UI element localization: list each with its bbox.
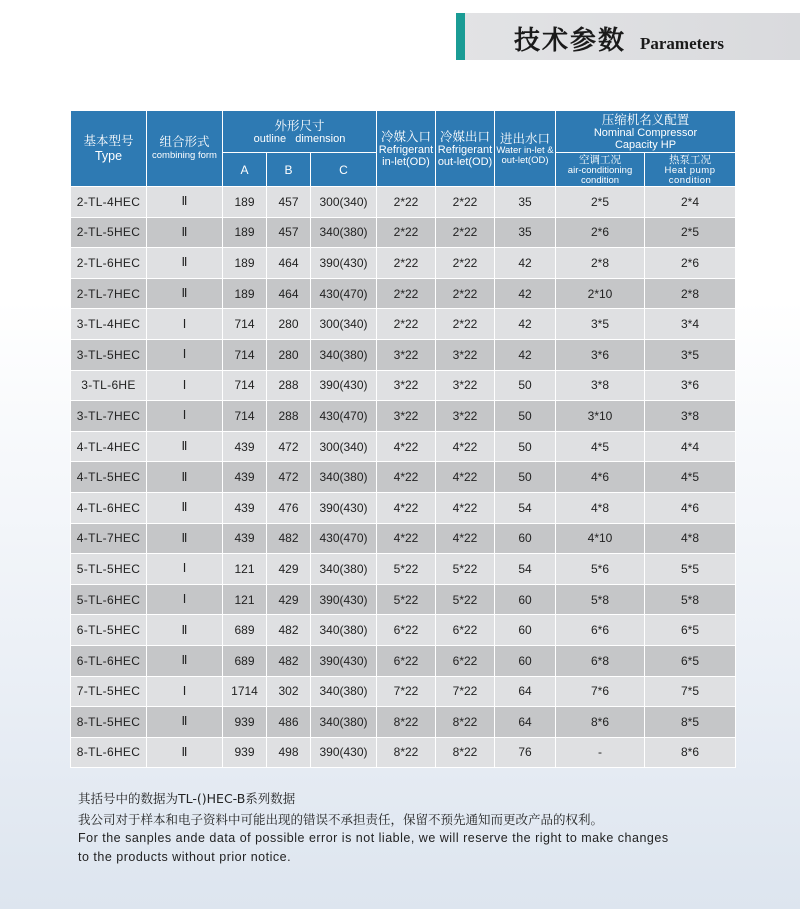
cell-a: 714 bbox=[223, 401, 267, 432]
table-row bbox=[71, 615, 736, 646]
table-row bbox=[71, 431, 736, 462]
cell-a: 939 bbox=[223, 707, 267, 738]
note-disclaimer-en-2: to the products without prior notice. bbox=[78, 850, 292, 864]
combo: Ⅱ bbox=[147, 217, 223, 248]
cell-b: 482 bbox=[267, 645, 311, 676]
cell-a: 439 bbox=[223, 462, 267, 493]
table-row bbox=[71, 492, 736, 523]
cell-inlet: 2*22 bbox=[377, 309, 436, 340]
cell-inlet: 2*22 bbox=[377, 187, 436, 218]
combo: Ⅰ bbox=[147, 554, 223, 585]
cell-hp: 3*6 bbox=[645, 370, 736, 401]
cell-outlet: 5*22 bbox=[436, 584, 495, 615]
cell-ac: 3*6 bbox=[556, 339, 645, 370]
cell-inlet: 5*22 bbox=[377, 584, 436, 615]
cell-c: 390(430) bbox=[311, 492, 377, 523]
cell-c: 340(380) bbox=[311, 707, 377, 738]
cell-water: 60 bbox=[495, 615, 556, 646]
model: 4-TL-5HEC bbox=[71, 462, 147, 493]
header-model: 基本型号 Type bbox=[71, 111, 147, 187]
cell-hp: 7*5 bbox=[645, 676, 736, 707]
cell-inlet: 3*22 bbox=[377, 370, 436, 401]
combo: Ⅰ bbox=[147, 339, 223, 370]
cell-b: 280 bbox=[267, 309, 311, 340]
header-outline-dimension: 外形尺寸 outline dimension bbox=[223, 111, 377, 153]
cell-water: 50 bbox=[495, 370, 556, 401]
cell-c: 390(430) bbox=[311, 737, 377, 768]
cell-a: 714 bbox=[223, 370, 267, 401]
cell-hp: 5*5 bbox=[645, 554, 736, 585]
table-row bbox=[71, 309, 736, 340]
cell-hp: 4*5 bbox=[645, 462, 736, 493]
cell-water: 42 bbox=[495, 309, 556, 340]
cell-ac: - bbox=[556, 737, 645, 768]
table-row bbox=[71, 707, 736, 738]
combo: Ⅱ bbox=[147, 645, 223, 676]
cell-ac: 3*10 bbox=[556, 401, 645, 432]
cell-outlet: 4*22 bbox=[436, 523, 495, 554]
cell-inlet: 7*22 bbox=[377, 676, 436, 707]
cell-outlet: 2*22 bbox=[436, 278, 495, 309]
page-title-cn: 技术参数 bbox=[514, 26, 627, 56]
cell-inlet: 4*22 bbox=[377, 462, 436, 493]
cell-water: 42 bbox=[495, 248, 556, 279]
cell-c: 340(380) bbox=[311, 217, 377, 248]
header-col-c: C bbox=[311, 153, 377, 187]
cell-outlet: 8*22 bbox=[436, 737, 495, 768]
combo: Ⅱ bbox=[147, 492, 223, 523]
cell-water: 50 bbox=[495, 462, 556, 493]
cell-inlet: 3*22 bbox=[377, 339, 436, 370]
cell-hp: 2*8 bbox=[645, 278, 736, 309]
model: 5-TL-5HEC bbox=[71, 554, 147, 585]
cell-b: 280 bbox=[267, 339, 311, 370]
note-bracket-data: 其括号中的数据为TL-()HEC-B系列数据 bbox=[78, 791, 296, 806]
cell-a: 1714 bbox=[223, 676, 267, 707]
cell-a: 714 bbox=[223, 339, 267, 370]
cell-c: 300(340) bbox=[311, 187, 377, 218]
cell-c: 340(380) bbox=[311, 615, 377, 646]
table-row bbox=[71, 370, 736, 401]
cell-c: 340(380) bbox=[311, 676, 377, 707]
cell-c: 300(340) bbox=[311, 309, 377, 340]
combo: Ⅱ bbox=[147, 737, 223, 768]
cell-hp: 8*5 bbox=[645, 707, 736, 738]
cell-outlet: 4*22 bbox=[436, 431, 495, 462]
cell-ac: 6*8 bbox=[556, 645, 645, 676]
cell-b: 464 bbox=[267, 278, 311, 309]
cell-a: 939 bbox=[223, 737, 267, 768]
cell-inlet: 2*22 bbox=[377, 217, 436, 248]
cell-water: 60 bbox=[495, 645, 556, 676]
cell-hp: 3*8 bbox=[645, 401, 736, 432]
table-row bbox=[71, 645, 736, 676]
cell-b: 457 bbox=[267, 187, 311, 218]
cell-inlet: 4*22 bbox=[377, 523, 436, 554]
combo: Ⅱ bbox=[147, 431, 223, 462]
cell-inlet: 2*22 bbox=[377, 278, 436, 309]
cell-c: 430(470) bbox=[311, 523, 377, 554]
combo: Ⅰ bbox=[147, 676, 223, 707]
cell-outlet: 4*22 bbox=[436, 462, 495, 493]
cell-outlet: 3*22 bbox=[436, 370, 495, 401]
cell-b: 302 bbox=[267, 676, 311, 707]
cell-ac: 6*6 bbox=[556, 615, 645, 646]
cell-outlet: 3*22 bbox=[436, 401, 495, 432]
cell-outlet: 6*22 bbox=[436, 645, 495, 676]
cell-a: 189 bbox=[223, 248, 267, 279]
cell-ac: 3*8 bbox=[556, 370, 645, 401]
model: 3-TL-6HE bbox=[71, 370, 147, 401]
cell-ac: 2*5 bbox=[556, 187, 645, 218]
combo: Ⅱ bbox=[147, 707, 223, 738]
cell-inlet: 6*22 bbox=[377, 645, 436, 676]
cell-b: 498 bbox=[267, 737, 311, 768]
cell-c: 340(380) bbox=[311, 462, 377, 493]
header-refrigerant-inlet: 冷媒入口 Refrigerant in-let(OD) bbox=[377, 111, 436, 187]
table-row bbox=[71, 187, 736, 218]
cell-ac: 2*10 bbox=[556, 278, 645, 309]
cell-b: 472 bbox=[267, 431, 311, 462]
cell-water: 42 bbox=[495, 339, 556, 370]
combo: Ⅰ bbox=[147, 370, 223, 401]
cell-water: 64 bbox=[495, 707, 556, 738]
model: 3-TL-5HEC bbox=[71, 339, 147, 370]
cell-hp: 6*5 bbox=[645, 615, 736, 646]
cell-outlet: 5*22 bbox=[436, 554, 495, 585]
model: 2-TL-5HEC bbox=[71, 217, 147, 248]
header-heat-pump-condition: 热泵工况 Heat pump condition bbox=[645, 153, 736, 187]
table-row bbox=[71, 248, 736, 279]
cell-ac: 4*5 bbox=[556, 431, 645, 462]
table-body bbox=[71, 187, 736, 768]
table-row bbox=[71, 278, 736, 309]
cell-water: 60 bbox=[495, 584, 556, 615]
cell-inlet: 8*22 bbox=[377, 737, 436, 768]
cell-water: 54 bbox=[495, 492, 556, 523]
cell-outlet: 7*22 bbox=[436, 676, 495, 707]
header-refrigerant-outlet: 冷媒出口 Refrigerant out-let(OD) bbox=[436, 111, 495, 187]
model: 6-TL-6HEC bbox=[71, 645, 147, 676]
cell-b: 482 bbox=[267, 615, 311, 646]
cell-c: 390(430) bbox=[311, 248, 377, 279]
combo: Ⅱ bbox=[147, 462, 223, 493]
cell-inlet: 8*22 bbox=[377, 707, 436, 738]
table-row bbox=[71, 676, 736, 707]
table-row bbox=[71, 217, 736, 248]
cell-hp: 4*8 bbox=[645, 523, 736, 554]
title-accent-bar bbox=[456, 13, 465, 60]
cell-hp: 6*5 bbox=[645, 645, 736, 676]
cell-b: 429 bbox=[267, 554, 311, 585]
cell-c: 390(430) bbox=[311, 370, 377, 401]
cell-hp: 4*6 bbox=[645, 492, 736, 523]
cell-a: 714 bbox=[223, 309, 267, 340]
model: 3-TL-4HEC bbox=[71, 309, 147, 340]
note-disclaimer-en-1: For the sanples ande data of possible error is not liable, we will reserve the right to make changes bbox=[78, 831, 669, 845]
cell-outlet: 3*22 bbox=[436, 339, 495, 370]
header-combining-form: 组合形式 combining form bbox=[147, 111, 223, 187]
header-water-inlet-outlet: 进出水口 Water in-let & out-let(OD) bbox=[495, 111, 556, 187]
cell-ac: 2*8 bbox=[556, 248, 645, 279]
combo: Ⅰ bbox=[147, 309, 223, 340]
cell-a: 121 bbox=[223, 584, 267, 615]
cell-inlet: 4*22 bbox=[377, 492, 436, 523]
cell-water: 60 bbox=[495, 523, 556, 554]
cell-hp: 2*5 bbox=[645, 217, 736, 248]
cell-water: 76 bbox=[495, 737, 556, 768]
note-disclaimer-cn: 我公司对于样本和电子资料中可能出现的错误不承担责任，保留不预先通知而更改产品的权利。 bbox=[78, 812, 604, 827]
cell-a: 689 bbox=[223, 645, 267, 676]
cell-c: 390(430) bbox=[311, 645, 377, 676]
cell-water: 54 bbox=[495, 554, 556, 585]
title-bar bbox=[456, 13, 800, 60]
cell-b: 457 bbox=[267, 217, 311, 248]
combo: Ⅱ bbox=[147, 278, 223, 309]
table-row bbox=[71, 523, 736, 554]
cell-a: 189 bbox=[223, 278, 267, 309]
header-compressor-capacity: 压缩机名义配置 Nominal Compressor Capacity HP bbox=[556, 111, 736, 153]
combo: Ⅱ bbox=[147, 523, 223, 554]
cell-outlet: 4*22 bbox=[436, 492, 495, 523]
cell-a: 689 bbox=[223, 615, 267, 646]
cell-a: 121 bbox=[223, 554, 267, 585]
cell-outlet: 6*22 bbox=[436, 615, 495, 646]
cell-inlet: 6*22 bbox=[377, 615, 436, 646]
table-row bbox=[71, 339, 736, 370]
cell-ac: 4*8 bbox=[556, 492, 645, 523]
table-row bbox=[71, 584, 736, 615]
table-row bbox=[71, 737, 736, 768]
combo: Ⅰ bbox=[147, 401, 223, 432]
cell-ac: 5*6 bbox=[556, 554, 645, 585]
cell-water: 50 bbox=[495, 431, 556, 462]
model: 8-TL-6HEC bbox=[71, 737, 147, 768]
cell-outlet: 2*22 bbox=[436, 187, 495, 218]
cell-inlet: 5*22 bbox=[377, 554, 436, 585]
cell-a: 439 bbox=[223, 523, 267, 554]
cell-water: 35 bbox=[495, 187, 556, 218]
cell-ac: 4*10 bbox=[556, 523, 645, 554]
combo: Ⅱ bbox=[147, 248, 223, 279]
cell-outlet: 2*22 bbox=[436, 248, 495, 279]
cell-hp: 3*4 bbox=[645, 309, 736, 340]
cell-b: 486 bbox=[267, 707, 311, 738]
cell-a: 189 bbox=[223, 187, 267, 218]
cell-c: 340(380) bbox=[311, 554, 377, 585]
model: 4-TL-7HEC bbox=[71, 523, 147, 554]
model: 4-TL-6HEC bbox=[71, 492, 147, 523]
model: 7-TL-5HEC bbox=[71, 676, 147, 707]
cell-water: 35 bbox=[495, 217, 556, 248]
header-ac-condition: 空调工况 air-conditioning condition bbox=[556, 153, 645, 187]
cell-b: 476 bbox=[267, 492, 311, 523]
combo: Ⅰ bbox=[147, 584, 223, 615]
cell-water: 50 bbox=[495, 401, 556, 432]
header-col-a: A bbox=[223, 153, 267, 187]
cell-b: 288 bbox=[267, 370, 311, 401]
combo: Ⅱ bbox=[147, 187, 223, 218]
cell-water: 42 bbox=[495, 278, 556, 309]
cell-ac: 4*6 bbox=[556, 462, 645, 493]
cell-b: 288 bbox=[267, 401, 311, 432]
model: 2-TL-4HEC bbox=[71, 187, 147, 218]
cell-b: 464 bbox=[267, 248, 311, 279]
cell-c: 340(380) bbox=[311, 339, 377, 370]
header-col-b: B bbox=[267, 153, 311, 187]
combo: Ⅱ bbox=[147, 615, 223, 646]
cell-b: 429 bbox=[267, 584, 311, 615]
parameters-table bbox=[70, 110, 736, 768]
model: 3-TL-7HEC bbox=[71, 401, 147, 432]
cell-water: 64 bbox=[495, 676, 556, 707]
cell-hp: 8*6 bbox=[645, 737, 736, 768]
cell-c: 430(470) bbox=[311, 401, 377, 432]
cell-hp: 5*8 bbox=[645, 584, 736, 615]
cell-hp: 4*4 bbox=[645, 431, 736, 462]
cell-outlet: 2*22 bbox=[436, 217, 495, 248]
model: 2-TL-6HEC bbox=[71, 248, 147, 279]
cell-a: 439 bbox=[223, 431, 267, 462]
cell-hp: 2*4 bbox=[645, 187, 736, 218]
cell-inlet: 3*22 bbox=[377, 401, 436, 432]
cell-c: 390(430) bbox=[311, 584, 377, 615]
table-row bbox=[71, 554, 736, 585]
model: 5-TL-6HEC bbox=[71, 584, 147, 615]
cell-hp: 3*5 bbox=[645, 339, 736, 370]
cell-ac: 5*8 bbox=[556, 584, 645, 615]
model: 2-TL-7HEC bbox=[71, 278, 147, 309]
cell-ac: 7*6 bbox=[556, 676, 645, 707]
cell-c: 430(470) bbox=[311, 278, 377, 309]
model: 8-TL-5HEC bbox=[71, 707, 147, 738]
cell-ac: 3*5 bbox=[556, 309, 645, 340]
cell-outlet: 8*22 bbox=[436, 707, 495, 738]
cell-outlet: 2*22 bbox=[436, 309, 495, 340]
table-row bbox=[71, 462, 736, 493]
cell-ac: 8*6 bbox=[556, 707, 645, 738]
cell-a: 189 bbox=[223, 217, 267, 248]
cell-inlet: 4*22 bbox=[377, 431, 436, 462]
cell-c: 300(340) bbox=[311, 431, 377, 462]
cell-inlet: 2*22 bbox=[377, 248, 436, 279]
model: 4-TL-4HEC bbox=[71, 431, 147, 462]
model: 6-TL-5HEC bbox=[71, 615, 147, 646]
cell-hp: 2*6 bbox=[645, 248, 736, 279]
table-row bbox=[71, 401, 736, 432]
cell-b: 482 bbox=[267, 523, 311, 554]
cell-a: 439 bbox=[223, 492, 267, 523]
page-title-en: Parameters bbox=[640, 34, 725, 53]
cell-ac: 2*6 bbox=[556, 217, 645, 248]
cell-b: 472 bbox=[267, 462, 311, 493]
